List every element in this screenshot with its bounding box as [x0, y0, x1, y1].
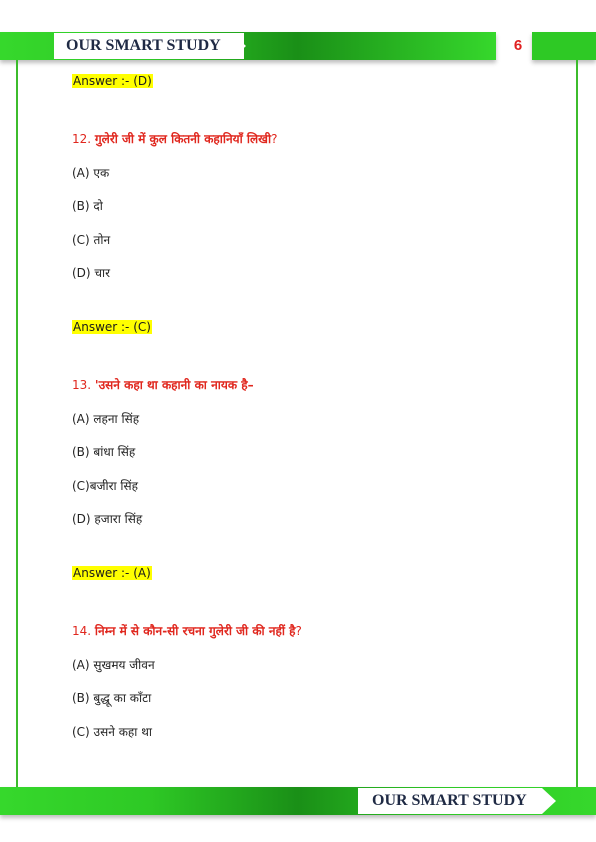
- option-line: (B) दो: [72, 199, 103, 213]
- answer-line: [72, 74, 153, 88]
- answer-highlight: Answer :- (D): [73, 74, 152, 88]
- option-line: (D) चार: [72, 266, 111, 280]
- answer-line: [72, 320, 152, 334]
- answer-highlight: Answer :- (A): [73, 566, 151, 580]
- question-text: 'उसने कहा था कहानी का नायक है–: [94, 378, 254, 392]
- option-line: (B) बुद्धू का काँटा: [72, 691, 152, 705]
- option-line: (B) बांधा सिंह: [72, 445, 136, 459]
- option-line: (C) तोन: [72, 233, 111, 247]
- option-line: (A) लहना सिंह: [72, 412, 140, 426]
- right-border-line: [576, 60, 578, 788]
- footer-brand: OUR SMART STUDY: [358, 788, 542, 814]
- question-number: 13.: [72, 378, 92, 392]
- question-text: गुलेरी जी में कुल कितनी कहानियाँ लिखी: [94, 132, 272, 146]
- option-line: (D) हजारा सिंह: [72, 512, 143, 526]
- answer-line: [72, 566, 152, 580]
- option-line: (A) सुखमय जीवन: [72, 658, 155, 672]
- header-brand: OUR SMART STUDY: [54, 33, 244, 59]
- option-line: (C)बजीरा सिंह: [72, 479, 139, 493]
- question-number: 14.: [72, 624, 92, 638]
- question-suffix: ?: [271, 132, 278, 146]
- footer-arrow-icon: [542, 788, 556, 814]
- question-13: [72, 376, 254, 393]
- question-12: [72, 130, 277, 147]
- question-number: 12.: [72, 132, 92, 146]
- question-suffix: ?: [295, 624, 302, 638]
- header-band-right: [532, 32, 596, 60]
- question-14: [72, 622, 302, 639]
- left-border-line: [16, 60, 18, 788]
- option-line: (C) उसने कहा था: [72, 725, 153, 739]
- question-text: निम्न में से कौन-सी रचना गुलेरी जी की नहीं है: [94, 624, 296, 638]
- option-line: (A) एक: [72, 166, 110, 180]
- page-number: 6: [513, 37, 523, 54]
- header-arrow-icon: [232, 33, 246, 59]
- answer-highlight: Answer :- (C): [73, 320, 151, 334]
